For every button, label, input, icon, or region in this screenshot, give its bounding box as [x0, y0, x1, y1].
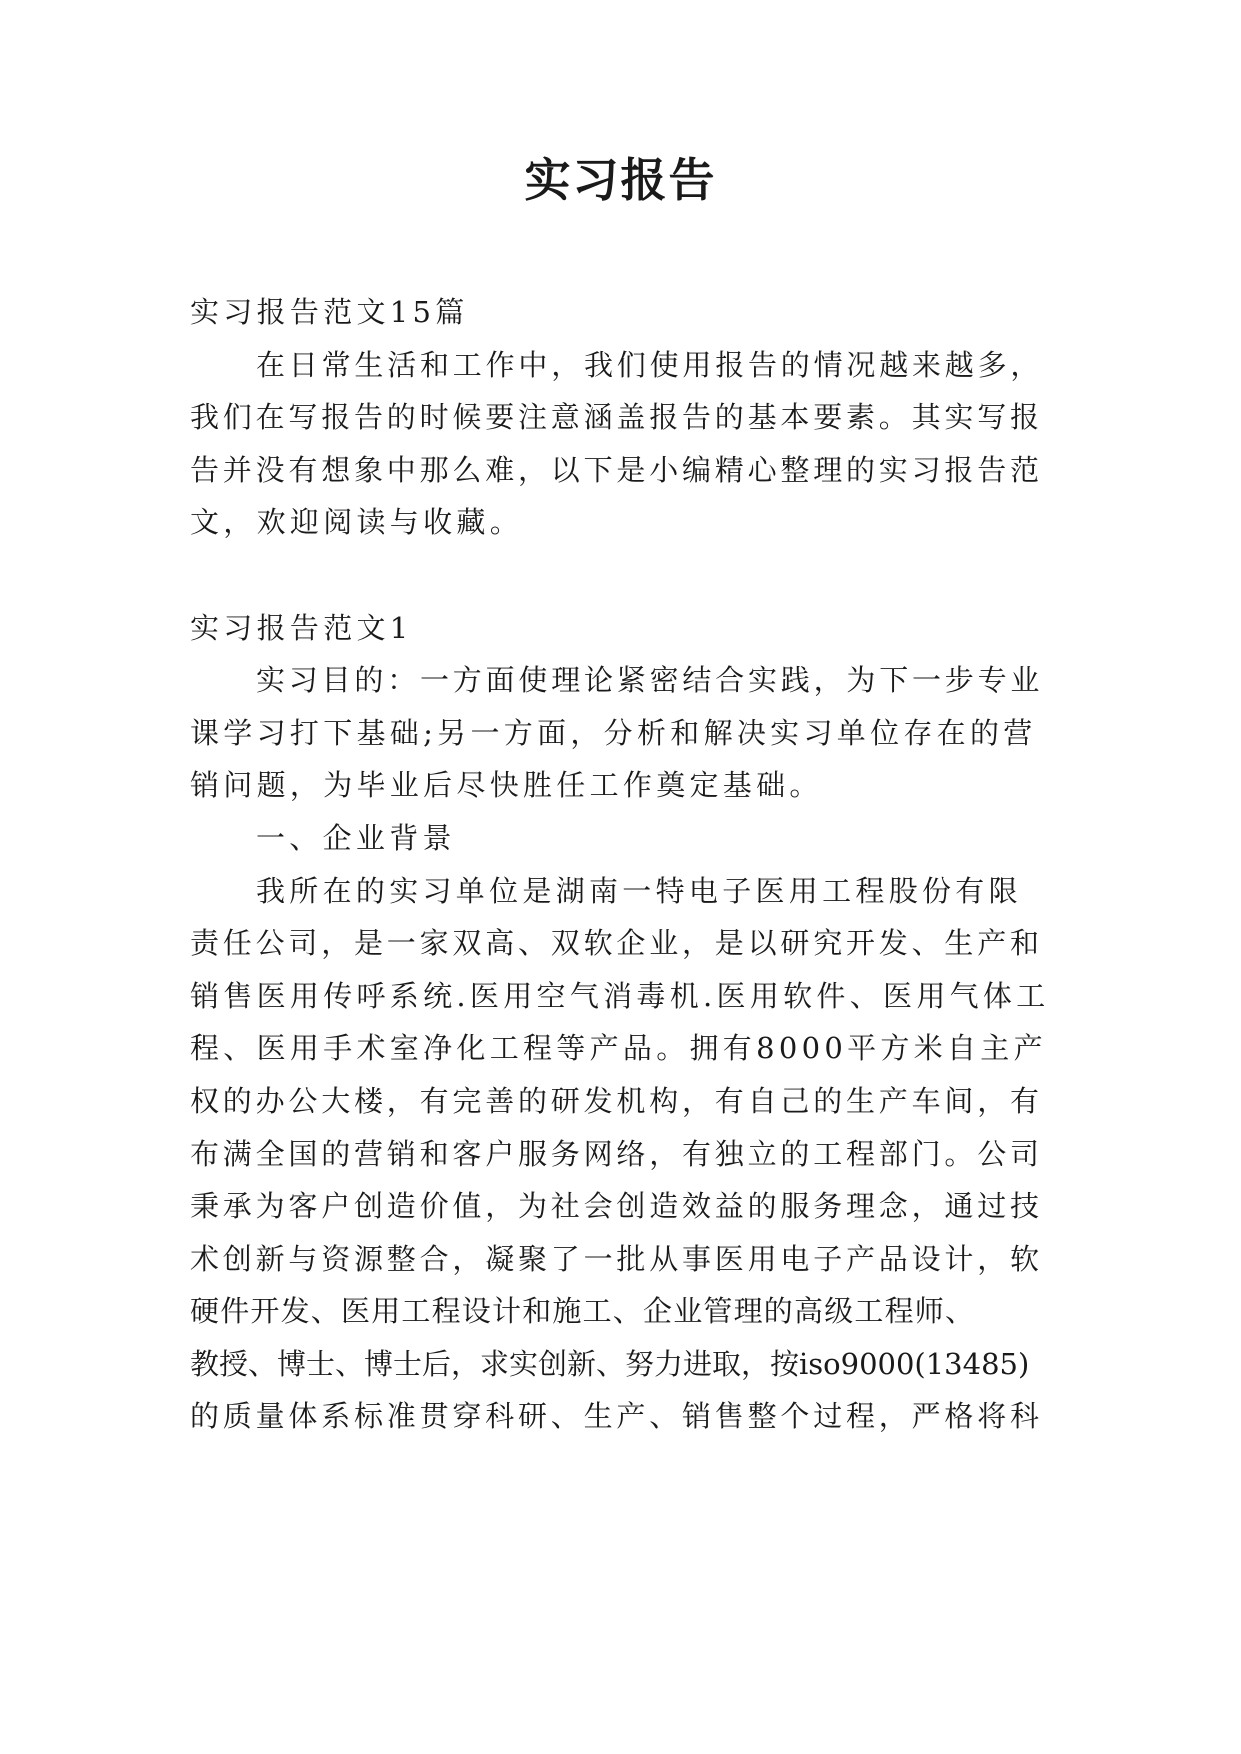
paragraph-line: 销售医用传呼系统.医用空气消毒机.医用软件、医用气体工: [190, 978, 1050, 1013]
document-body: [190, 286, 1050, 1443]
paragraph-line: 我所在的实习单位是湖南一特电子医用工程股份有限: [256, 873, 1022, 908]
paragraph-line: 硬件开发、医用工程设计和施工、企业管理的高级工程师、: [190, 1294, 976, 1329]
paragraph-line: 销问题，为毕业后尽快胜任工作奠定基础。: [190, 768, 823, 803]
paragraph-line: 实习目的：一方面使理论紧密结合实践，为下一步专业: [256, 663, 1044, 698]
paragraph-line: 文，欢迎阅读与收藏。: [190, 505, 524, 540]
section-heading: 实习报告范文15篇: [190, 295, 469, 329]
paragraph-gap: [190, 549, 1050, 602]
paragraph-line: 的质量体系标准贯穿科研、生产、销售整个过程，严格将科: [190, 1399, 1043, 1434]
paragraph-line: 权的办公大楼，有完善的研发机构，有自己的生产车间，有: [190, 1083, 1043, 1118]
paragraph-line: 教授、博士、博士后，求实创新、努力进取，按iso9000(13485): [190, 1346, 1030, 1381]
paragraph-line: 我们在写报告的时候要注意涵盖报告的基本要素。其实写报: [190, 400, 1043, 435]
document-title: 实习报告: [524, 153, 717, 207]
paragraph-line: 布满全国的营销和客户服务网络，有独立的工程部门。公司: [190, 1136, 1043, 1171]
section-heading: 实习报告范文1: [190, 610, 413, 645]
paragraph-line: 在日常生活和工作中，我们使用报告的情况越来越多，: [256, 347, 1044, 382]
paragraph-line: 程、医用手术室净化工程等产品。拥有8000平方米自主产: [190, 1031, 1047, 1066]
paragraph-line: 术创新与资源整合，凝聚了一批从事医用电子产品设计，软: [190, 1241, 1043, 1276]
paragraph-line: 秉承为客户创造价值，为社会创造效益的服务理念，通过技: [190, 1189, 1043, 1224]
subsection-heading: 一、企业背景: [256, 820, 456, 855]
paragraph-line: 告并没有想象中那么难，以下是小编精心整理的实习报告范: [190, 452, 1043, 487]
paragraph-line: 责任公司，是一家双高、双软企业，是以研究开发、生产和: [190, 926, 1043, 961]
paragraph-line: 课学习打下基础;另一方面，分析和解决实习单位存在的营: [190, 715, 1037, 750]
